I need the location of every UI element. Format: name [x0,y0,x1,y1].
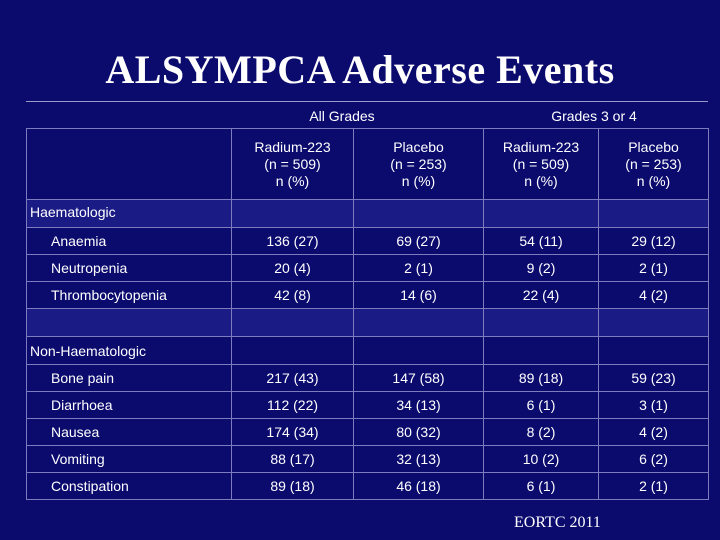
column-header: Placebo (n = 253) n (%) [599,129,709,200]
row-label: Constipation [27,473,232,500]
table-cell: 10 (2) [484,446,599,473]
table-cell: 89 (18) [232,473,354,500]
table-row [27,228,709,255]
table-cell: 6 (1) [484,392,599,419]
table-row [27,446,709,473]
section-label-haematologic: Haematologic [30,204,116,220]
table-cell: 147 (58) [354,365,484,392]
table-row [27,255,709,282]
table-cell: 59 (23) [599,365,709,392]
table-cell: 32 (13) [354,446,484,473]
table-cell: 112 (22) [232,392,354,419]
table-cell: 4 (2) [599,419,709,446]
row-label: Diarrhoea [27,392,232,419]
group-header-all-grades: All Grades [309,108,375,124]
spacer-row [27,309,709,337]
table-cell: 9 (2) [484,255,599,282]
table-row [27,419,709,446]
table-cell: 54 (11) [484,228,599,255]
table-cell: 2 (1) [354,255,484,282]
table-cell: 29 (12) [599,228,709,255]
section-label-non-haematologic: Non-Haematologic [30,343,146,359]
footer-source: EORTC 2011 [514,514,601,531]
table-row [27,365,709,392]
title-divider [26,101,708,102]
column-header: Placebo (n = 253) n (%) [354,129,484,200]
table-cell: 6 (1) [484,473,599,500]
table-row [27,282,709,309]
table-cell: 89 (18) [484,365,599,392]
table-cell: 6 (2) [599,446,709,473]
table-cell: 8 (2) [484,419,599,446]
table-cell: 14 (6) [354,282,484,309]
adverse-events-table [26,128,709,500]
column-header: Radium-223 (n = 509) n (%) [232,129,354,200]
row-label: Nausea [27,419,232,446]
table-cell: 136 (27) [232,228,354,255]
table-cell: 3 (1) [599,392,709,419]
header-blank-cell [27,129,232,200]
table-cell: 69 (27) [354,228,484,255]
table-cell: 217 (43) [232,365,354,392]
table-cell: 2 (1) [599,255,709,282]
row-label: Vomiting [27,446,232,473]
row-label: Thrombocytopenia [27,282,232,309]
table-row [27,392,709,419]
table-cell: 88 (17) [232,446,354,473]
table-cell: 42 (8) [232,282,354,309]
row-label: Neutropenia [27,255,232,282]
table-row [27,473,709,500]
table-cell: 174 (34) [232,419,354,446]
table-cell: 2 (1) [599,473,709,500]
slide-title: ALSYMPCA Adverse Events [105,47,615,92]
section-row [27,200,709,228]
table-cell: 34 (13) [354,392,484,419]
table-cell: 20 (4) [232,255,354,282]
table-cell: 4 (2) [599,282,709,309]
table-cell: 22 (4) [484,282,599,309]
table-cell: 46 (18) [354,473,484,500]
group-header-grades-3-4: Grades 3 or 4 [551,108,637,124]
table-cell: 80 (32) [354,419,484,446]
column-header-row [27,129,709,200]
row-label: Anaemia [27,228,232,255]
column-header: Radium-223 (n = 509) n (%) [484,129,599,200]
row-label: Bone pain [27,365,232,392]
